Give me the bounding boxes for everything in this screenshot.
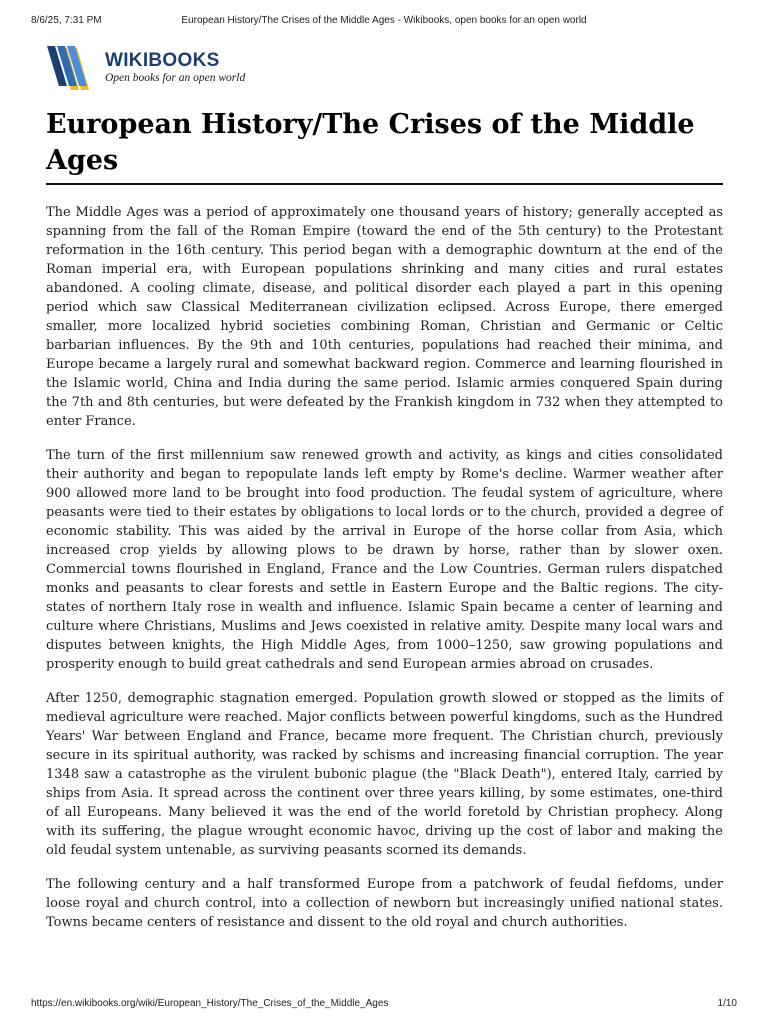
article-body [46, 203, 723, 947]
logo-wordmark: WIKIBOOKS [105, 50, 220, 71]
print-footer [31, 998, 737, 1012]
wikibooks-books-icon [45, 42, 99, 92]
print-page-title: European History/The Crises of the Middle Ages - Wikibooks, open books for an open world [181, 15, 587, 26]
print-url: https://en.wikibooks.org/wiki/European_History/The_Crises_of_the_Middle_Ages [31, 998, 389, 1009]
page-title: European History/The Crises of the Middle Ages [46, 109, 695, 176]
paragraph: The following century and a half transformed Europe from a patchwork of feudal fiefdoms, under loose royal and church control, into a collection of newborn but increasingly unified national states. Towns became centers of resistance and dissent to the old royal and church authorities. [46, 877, 723, 930]
logo-tagline: Open books for an open world [105, 72, 246, 84]
paragraph: The Middle Ages was a period of approximately one thousand years of history; generally accepted as spanning from the fall of the Roman Empire (toward the end of the 5th century) to the Protestant reformation in the 16th century. This period began with a demographic downturn at the end of the Roman imperial era, with European populations shrinking and many cities and rural estates abandoned. A cooling climate, disease, and political disorder each played a part in this opening period which saw Classical Mediterranean civilization eclipsed. Across Europe, there emerged smaller, more localized hybrid societies combining Roman, Christian and Germanic or Celtic barbarian influences. By the 9th and 10th centuries, populations had reached their minima, and Europe became a largely rural and somewhat backward region. Commerce and learning flourished in the Islamic world, China and India during the same period. Islamic armies conquered Spain during the 7th and 8th centuries, but were defeated by the Frankish kingdom in 732 when they attempted to enter France. [46, 205, 723, 429]
paragraph: After 1250, demographic stagnation emerged. Population growth slowed or stopped as the limits of medieval agriculture were reached. Major conflicts between powerful kingdoms, such as the Hundred Years' War between England and France, became more frequent. The Christian church, previously secure in its spiritual authority, was racked by schisms and increasing financial corruption. The year 1348 saw a catastrophe as the virulent bubonic plague (the "Black Death"), entered Italy, carried by ships from Asia. It spread across the continent over three years killing, by some estimates, one-third of all Europeans. Many believed it was the end of the world foretold by Christian prophecy. Along with its suffering, the plague wrought economic havoc, driving up the cost of labor and making the old feudal system untenable, as surviving peasants scorned its demands. [46, 691, 723, 858]
print-header [31, 15, 737, 29]
print-page-number: 1/10 [717, 998, 737, 1009]
print-datetime: 8/6/25, 7:31 PM [31, 15, 102, 26]
wikibooks-logo[interactable] [45, 40, 246, 94]
paragraph: The turn of the first millennium saw renewed growth and activity, as kings and cities consolidated their authority and began to repopulate lands left empty by Rome's decline. Warmer weather after 900 allowed more land to be brought into food production. The feudal system of agriculture, where peasants were tied to their estates by obligations to local lords or to the church, provided a degree of economic stability. This was aided by the arrival in Europe of the horse collar from Asia, which increased crop yields by allowing plows to be drawn by horse, rather than by slower oxen. Commercial towns flourished in England, France and the Low Countries. German rulers dispatched monks and peasants to clear forests and settle in Eastern Europe and the Baltic regions. The city-states of northern Italy rose in wealth and influence. Islamic Spain became a center of learning and culture where Christians, Muslims and Jews coexisted in relative amity. Despite many local wars and disputes between knights, the High Middle Ages, from 1000–1250, saw growing populations and prosperity enough to build great cathedrals and send European armies abroad on crusades. [46, 448, 723, 672]
title-divider [46, 183, 723, 185]
